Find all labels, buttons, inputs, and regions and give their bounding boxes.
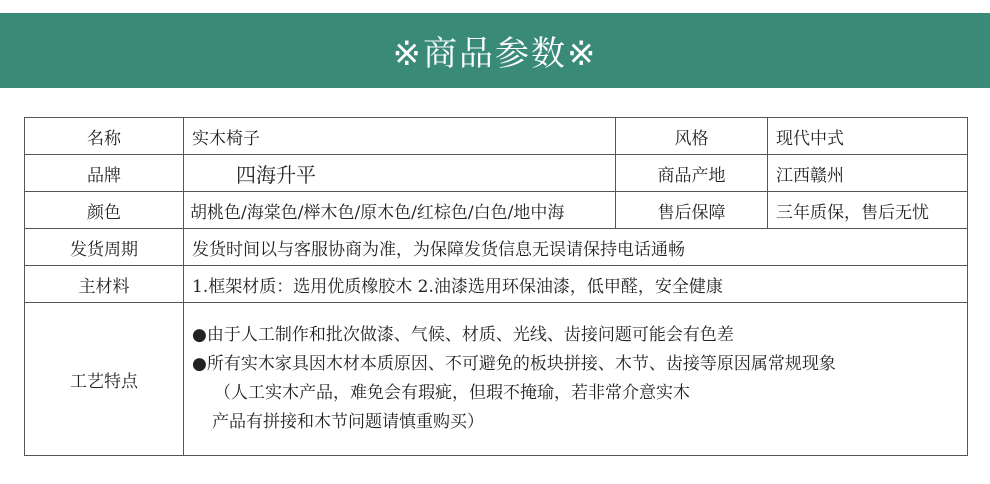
table-row-color xyxy=(25,192,968,229)
label-aftersales: 售后保障 xyxy=(616,192,768,229)
craft-line-3: （人工实木产品，难免会有瑕疵，但瑕不掩瑜，若非常介意实木 xyxy=(214,383,690,403)
label-origin: 商品产地 xyxy=(616,155,768,192)
craft-line-4: 产品有拼接和木节问题请慎重购买） xyxy=(212,412,484,432)
title-banner xyxy=(0,13,990,88)
table-row-craft xyxy=(25,303,968,456)
value-shipping: 发货时间以与客服协商为准，为保障发货信息无误请保持电话通畅 xyxy=(184,229,968,266)
value-brand-cell xyxy=(184,155,616,192)
table-row-material xyxy=(25,266,968,303)
value-name: 实木椅子 xyxy=(184,118,616,155)
table-row-shipping xyxy=(25,229,968,266)
table-row-name xyxy=(25,118,968,155)
label-name: 名称 xyxy=(25,118,184,155)
banner-title: ※商品参数※ xyxy=(392,34,598,74)
label-material: 主材料 xyxy=(25,266,184,303)
value-color: 胡桃色/海棠色/榉木色/原木色/红棕色/白色/地中海 xyxy=(184,192,616,229)
label-craft: 工艺特点 xyxy=(25,303,184,456)
label-shipping: 发货周期 xyxy=(25,229,184,266)
craft-line-1: ●由于人工制作和批次做漆、气候、材质、光线、齿接问题可能会有色差 xyxy=(192,325,734,345)
table-row-brand xyxy=(25,155,968,192)
value-brand: 四海升平 xyxy=(236,162,316,187)
value-craft xyxy=(184,303,968,456)
value-origin: 江西赣州 xyxy=(768,155,968,192)
value-style: 现代中式 xyxy=(768,118,968,155)
product-params-table xyxy=(24,117,968,456)
label-color: 颜色 xyxy=(25,192,184,229)
value-material: 1.框架材质：选用优质橡胶木 2.油漆选用环保油漆，低甲醛，安全健康 xyxy=(184,266,968,303)
label-style: 风格 xyxy=(616,118,768,155)
craft-line-2: ●所有实木家具因木材本质原因、不可避免的板块拼接、木节、齿接等原因属常规现象 xyxy=(192,354,836,374)
value-aftersales: 三年质保，售后无忧 xyxy=(768,192,968,229)
label-brand: 品牌 xyxy=(25,155,184,192)
